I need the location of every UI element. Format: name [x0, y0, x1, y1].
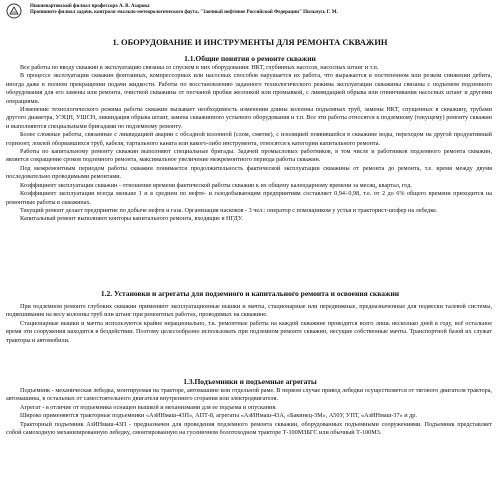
page-header: [6, 3, 486, 25]
paragraph: Работы по капитальному ремонту скважин выполняют специальные бригады. Задачей промысловых работников, в том числе и работников подземного ремонта скважин, является сокращение сроков подземного ремонта, максимальное увеличение межремонтного периода работы скважин.: [6, 148, 492, 164]
section-heading-1-1: 1.1.Общие понятия о ремонте скважин: [184, 54, 316, 63]
paragraph: Коэффициент эксплуатации всегда меньше 1 и в среднем по нефте- и газодобывающим предприятиям составляет 0,94÷0,98, т.е. от 2 до 6% общего времени приходится на ремонтные работы в скважинах.: [6, 190, 492, 206]
chapter-title: 1. ОБОРУДОВАНИЕ И ИНСТРУМЕНТЫ ДЛЯ РЕМОНТА СКВАЖИН: [112, 37, 388, 47]
paragraph: Стационарные вышки и мачты используются крайне нерационально, т.к. ремонтные работы на каждой скважине проводятся всего лишь несколько дней в году, всё остальное время эти сооружения находятся в бездействии. Поэтому целесообразно использовать при подземном ремонте скважин, несущие собственные мачты. Транспортной базой их служат тракторы и автомобили.: [6, 319, 492, 344]
section-heading-1-2: 1.2. Установки и агрегаты для подземного и капитального ремонта и освоения скважин: [100, 289, 400, 298]
university-emblem-icon: [6, 3, 22, 19]
paragraph: Изменение технологического режима работы скважин вызывает необходимость изменения длины колонны подъемных труб, замены НКТ, спущенных в скважину, трубами другого диаметра, УЭЦН, УШСН, ликвидация обрыва штанг, замена скважинного устьевого оборудования и т.п. Все эти работы относятся к подземному (текущему) ремонту скважин и выполняются специальными бригадами по подземному ремонту.: [6, 106, 492, 130]
section-1-2-body: [6, 303, 492, 345]
paragraph: Все работы по вводу скважин в эксплуатацию связаны со спуском в них оборудования: НКТ, глубинных насосов, насосных штанг и т.п.: [20, 64, 379, 71]
paragraph: Широко применяются тракторные подъемники «АзИНмаш-43П», АПТ-8, агрегаты «АзИНмаш-43А, «Бакинец-3М», А50У, УПТ, «АзИНмаш-37» и др.: [20, 412, 417, 420]
paragraph: Более сложные работы, связанные с ликвидацией аварии с обсадной колонной (слом, смятие), с изоляцией появившейся в скважине воды, переходом на другой продуктивный горизонт, ловлей оборвавшихся труб, кабеля, тартального каната или какого-либо инструмента, относятся к категории капитального ремонта.: [6, 131, 492, 147]
paragraph: Коэффициент эксплуатации скважин - отношение времени фактической работы скважин к их общему календарному времени за месяц, квартал, год.: [20, 181, 412, 189]
paragraph: Текущий ремонт делает предприятие по добыче нефти и газа. Организация наскоков - 3 чел.: оператор с помощником у устья и тракторист-шофер на лебедке.: [20, 206, 438, 214]
header-line-1: Нижневартовский филиал профессора А. В. Азарова: [30, 4, 150, 9]
paragraph: При подземном ремонте глубоких скважин применяют эксплуатационные вышки и мачты, стационарные или передвижные, предназначенные для подвески талевой системы, подвешивания на весу колонны труб или штанг при ремонтных работах, проводимых на скважине.: [6, 303, 492, 319]
paragraph: Тракторный подъемник АзИНмаш-43П - предназначен для проведения подземного ремонта скважин, оборудованных подъемными сооружениями. Подъемник представляет собой самоходную механизированную лебедку, смонтированную на гусеничном болотоходном тракторе Т-100МЗБГС или обычный Т-100М3.: [6, 420, 492, 437]
header-text: [30, 4, 338, 16]
paragraph: Капитальный ремонт выполняют конторы капитального ремонта, входящие в НГДУ.: [20, 215, 243, 223]
paragraph: Подъемник - механическая лебедка, монтируемая на тракторе, автомашине или отдельной раме. В первом случае привод лебедки осуществляется от тягового двигателя трактора, автомашины, в остальных от самостоятельного двигателя внутреннего сгорания или электродвигателя.: [6, 387, 492, 403]
paragraph: Под межремонтным периодом работы скважин понимается продолжительность фактической эксплуатации скважины от ремонта до ремонта, т.е. время между двумя последовательно проводимыми ремонтами.: [6, 164, 492, 181]
section-1-1-body: [6, 64, 492, 224]
paragraph: В процессе эксплуатации скважин фонтанных, компрессорных или насосных способов нарушается их работа, что выражается в постепенном или резком снижении дебита, иногда даже в полном прекращении подачи жидкости. Работы по восстановлению заданного технологического режима эксплуатации скважины связаны с подъемом подземного оборудования для его замены или ремонта, очисткой скважины от песчаной пробки желонкой или промывкой, с ликвидацией обрыва или отвинчивания насосных штанг и другими операциями.: [6, 72, 492, 105]
paragraph: Агрегат - в отличие от подъемника оснащен вышкой и механизмами для ее подъема и опускания.: [20, 403, 277, 411]
header-line-2: Пропишите филиал задачи, контроля эмальпо-метеорологического фаута, "Заочный нефтяное Российской Федерации" Пильнусь Г. М.: [30, 10, 338, 15]
section-heading-1-3: 1.3.Подъемники и подъемные агрегаты: [183, 377, 317, 386]
section-1-3-body: [6, 387, 492, 437]
